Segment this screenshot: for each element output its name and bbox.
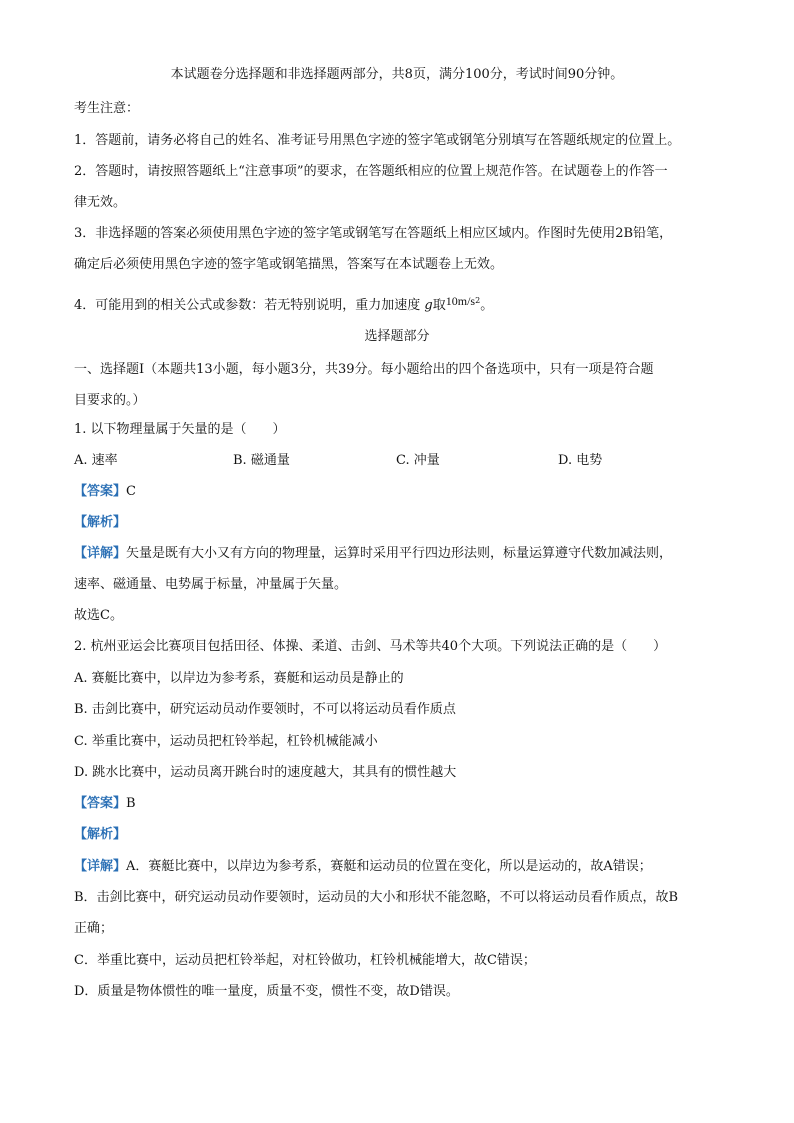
section-heading-cont: 目要求的。） xyxy=(74,393,146,408)
q1-answer xyxy=(74,483,136,501)
analysis-tag: 【解析】 xyxy=(74,827,127,842)
exam-intro: 本试题卷分选择题和非选择题两部分，共8页，满分100分，考试时间90分钟。 xyxy=(170,67,624,82)
q1-detail-cont: 速率、磁通量、电势属于标量，冲量属于矢量。 xyxy=(74,577,348,592)
detail-tag: 【详解】 xyxy=(74,546,127,561)
notice-item-2-cont: 律无效。 xyxy=(74,195,127,210)
q1-answer-value: C xyxy=(126,484,136,499)
take-label: 取 xyxy=(432,298,446,313)
notice-title: 考生注意： xyxy=(74,101,140,116)
q1-analysis xyxy=(74,514,126,532)
q2-detail xyxy=(74,858,652,876)
section-title: 选择题部分 xyxy=(364,329,430,344)
gravity-symbol: g xyxy=(424,298,433,313)
q2-option-b: B. 击剑比赛中，研究运动员动作要领时，不可以将运动员看作质点 xyxy=(74,702,456,717)
item4-end: 。 xyxy=(480,298,494,313)
notice-item-1: 1．答题前，请务必将自己的姓名、准考证号用黑色字迹的签字笔或钢笔分别填写在答题纸规定的位置上。 xyxy=(74,133,681,148)
q2-detail-d: D．质量是物体惯性的唯一量度，质量不变，惯性不变，故D错误。 xyxy=(74,984,459,999)
q1-detail xyxy=(74,545,672,563)
q2-detail-b-cont: 正确； xyxy=(74,921,114,936)
notice-item-3-cont: 确定后必须使用黑色字迹的签字笔或钢笔描黑，答案写在本试题卷上无效。 xyxy=(74,257,504,272)
analysis-tag: 【解析】 xyxy=(74,515,127,530)
q2-analysis xyxy=(74,826,126,844)
section-heading: 一、选择题Ⅰ（本题共13小题，每小题3分，共39分。每小题给出的四个备选项中，只有一项是符合题 xyxy=(74,362,654,377)
q1-option-d: D. 电势 xyxy=(558,453,603,468)
q2-option-a: A. 赛艇比赛中，以岸边为参考系，赛艇和运动员是静止的 xyxy=(74,671,404,686)
notice-item-4 xyxy=(74,292,493,315)
notice-item-3: 3．非选择题的答案必须使用黑色字迹的签字笔或钢笔写在答题纸上相应区域内。作图时先使用2B铅笔， xyxy=(74,226,673,241)
q1-option-c: C. 冲量 xyxy=(396,453,440,468)
q1-conclusion: 故选C。 xyxy=(74,608,123,623)
q2-detail-a: A．赛艇比赛中，以岸边为参考系，赛艇和运动员的位置在变化，所以是运动的，故A错误； xyxy=(126,859,652,874)
q2-option-d: D. 跳水比赛中，运动员离开跳台时的速度越大，其具有的惯性越大 xyxy=(74,765,457,780)
q1-option-a: A. 速率 xyxy=(74,453,118,468)
detail-tag: 【详解】 xyxy=(74,859,127,874)
q2-answer-value: B xyxy=(126,796,136,811)
q2-detail-c: C．举重比赛中，运动员把杠铃举起，对杠铃做功，杠铃机械能增大，故C错误； xyxy=(74,953,536,968)
notice-item-2: 2．答题时，请按照答题纸上“注意事项”的要求，在答题纸相应的位置上规范作答。在试题卷上的作答一 xyxy=(74,164,668,179)
answer-tag: 【答案】 xyxy=(74,796,127,811)
unit-exponent: 2 xyxy=(475,296,481,305)
q2-answer xyxy=(74,795,136,813)
notice-item-4-text: 4．可能用到的相关公式或参数：若无特别说明，重力加速度 xyxy=(74,298,421,313)
q1-stem: 1. 以下物理量属于矢量的是（ ） xyxy=(74,422,286,437)
answer-tag: 【答案】 xyxy=(74,484,127,499)
gravity-value: 10m/s xyxy=(445,294,476,308)
q2-detail-b: B．击剑比赛中，研究运动员动作要领时，运动员的大小和形状不能忽略，不可以将运动员看作质点，故B xyxy=(74,890,679,905)
q1-detail-text: 矢量是既有大小又有方向的物理量，运算时采用平行四边形法则，标量运算遵守代数加减法则， xyxy=(126,546,673,561)
q2-stem: 2. 杭州亚运会比赛项目包括田径、体操、柔道、击剑、马术等共40个大项。下列说法正确的是（ ） xyxy=(74,639,667,654)
q1-option-b: B. 磁通量 xyxy=(233,453,290,468)
q2-option-c: C. 举重比赛中，运动员把杠铃举起，杠铃机械能减小 xyxy=(74,734,378,749)
